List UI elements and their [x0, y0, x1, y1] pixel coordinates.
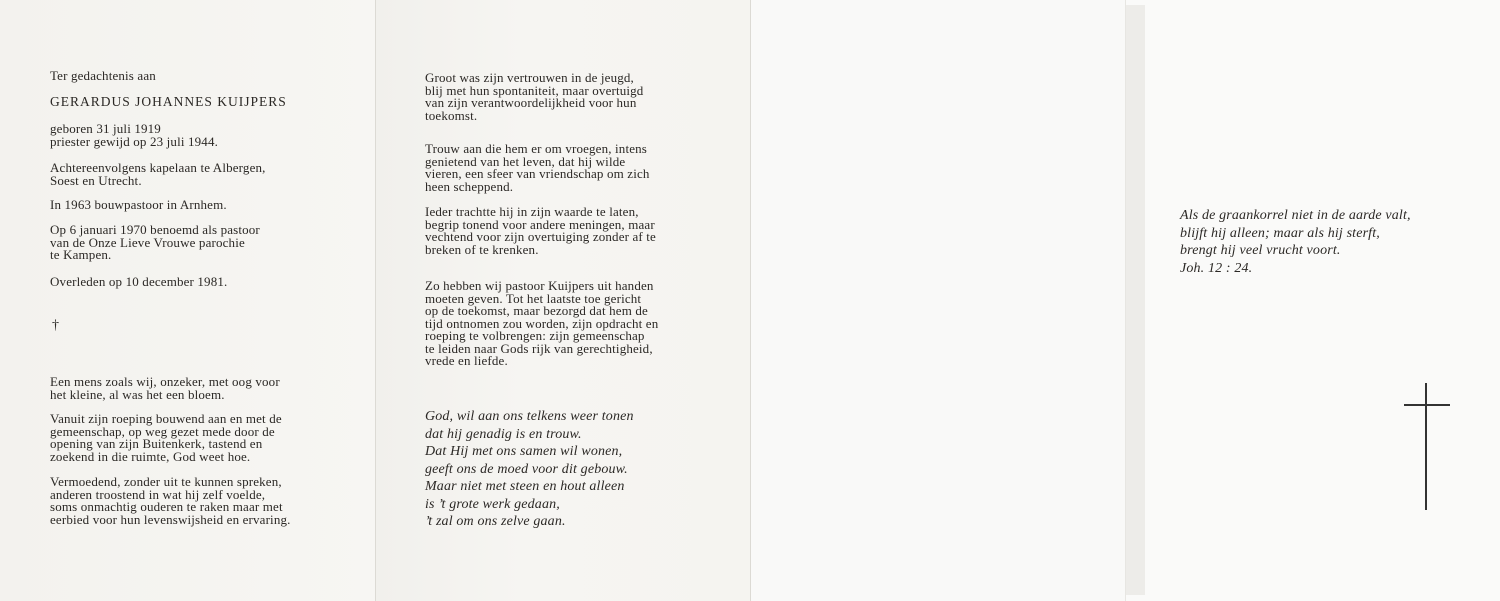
- career-text-3: Op 6 januari 1970 benoemd als pastoor van de Onze Lieve Vrouwe parochie te Kampen.: [50, 222, 260, 262]
- tribute-paragraph-5: Trouw aan die hem er om vroegen, intens genietend van het leven, dat hij wilde vieren, een sfeer van vriendschap om zich heen scheppend.: [425, 141, 650, 194]
- death-date: Overleden op 10 december 1981.: [50, 274, 228, 289]
- tribute-paragraph-4: Groot was zijn vertrouwen in de jeugd, blij met hun spontaniteit, maar overtuigd van zijn verantwoordelijkheid voor hun toekomst.: [425, 70, 644, 123]
- tribute-paragraph-1: Een mens zoals wij, onzeker, met oog voor het kleine, al was het een bloem.: [50, 374, 280, 402]
- card-panel-middle: [375, 0, 750, 601]
- tribute-paragraph-7: Zo hebben wij pastoor Kuijpers uit handen moeten geven. Tot het laatste toe gericht op de toekomst, maar bezorgd dat hem de tijd ontnomen zou worden, zijn opdracht en roeping te volbrengen: zijn gemeenschap te leiden naar Gods rijk van gerechtigheid, vrede en liefde.: [425, 278, 659, 368]
- fold-line-2: [750, 0, 751, 601]
- cross-icon: [1404, 383, 1450, 510]
- card-panel-left: [0, 0, 375, 601]
- fold-line-1: [375, 0, 376, 601]
- card-panel-blank: [750, 0, 1125, 601]
- cross-symbol: †: [52, 318, 60, 333]
- fold-line-3: [1125, 0, 1126, 601]
- intro-text: Ter gedachtenis aan: [50, 68, 156, 83]
- poem-text: God, wil aan ons telkens weer tonen dat hij genadig is en trouw. Dat Hij met ons samen wil wonen, geeft ons de moed voor dit gebouw. Maar niet met steen en hout alleen is ’t grote werk gedaan, ’t zal om ons zelve gaan.: [425, 409, 634, 529]
- bible-verse: Als de graankorrel niet in de aarde valt, blijft hij alleen; maar als hij sterft, brengt hij veel vrucht voort. Joh. 12 : 24.: [1180, 208, 1411, 276]
- paper-shadow: [1125, 5, 1145, 595]
- tribute-paragraph-2: Vanuit zijn roeping bouwend aan en met de gemeenschap, op weg gezet mede door de opening van zijn Buitenkerk, tastend en zoekend in die ruimte, God weet hoe.: [50, 411, 282, 464]
- tribute-paragraph-3: Vermoedend, zonder uit te kunnen spreken, anderen troostend in wat hij zelf voelde, soms onmachtig ouderen te raken maar met eerbied voor hun levenswijsheid en ervaring.: [50, 474, 291, 527]
- deceased-name: GERARDUS JOHANNES KUIJPERS: [50, 94, 287, 109]
- birth-ordination-dates: geboren 31 juli 1919 priester gewijd op 23 juli 1944.: [50, 121, 218, 149]
- career-text-1: Achtereenvolgens kapelaan te Albergen, Soest en Utrecht.: [50, 160, 266, 188]
- card-panel-right: [1125, 0, 1500, 601]
- career-text-2: In 1963 bouwpastoor in Arnhem.: [50, 197, 227, 212]
- tribute-paragraph-6: Ieder trachtte hij in zijn waarde te laten, begrip tonend voor andere meningen, maar vechtend voor zijn overtuiging zonder af te breken of te krenken.: [425, 204, 656, 257]
